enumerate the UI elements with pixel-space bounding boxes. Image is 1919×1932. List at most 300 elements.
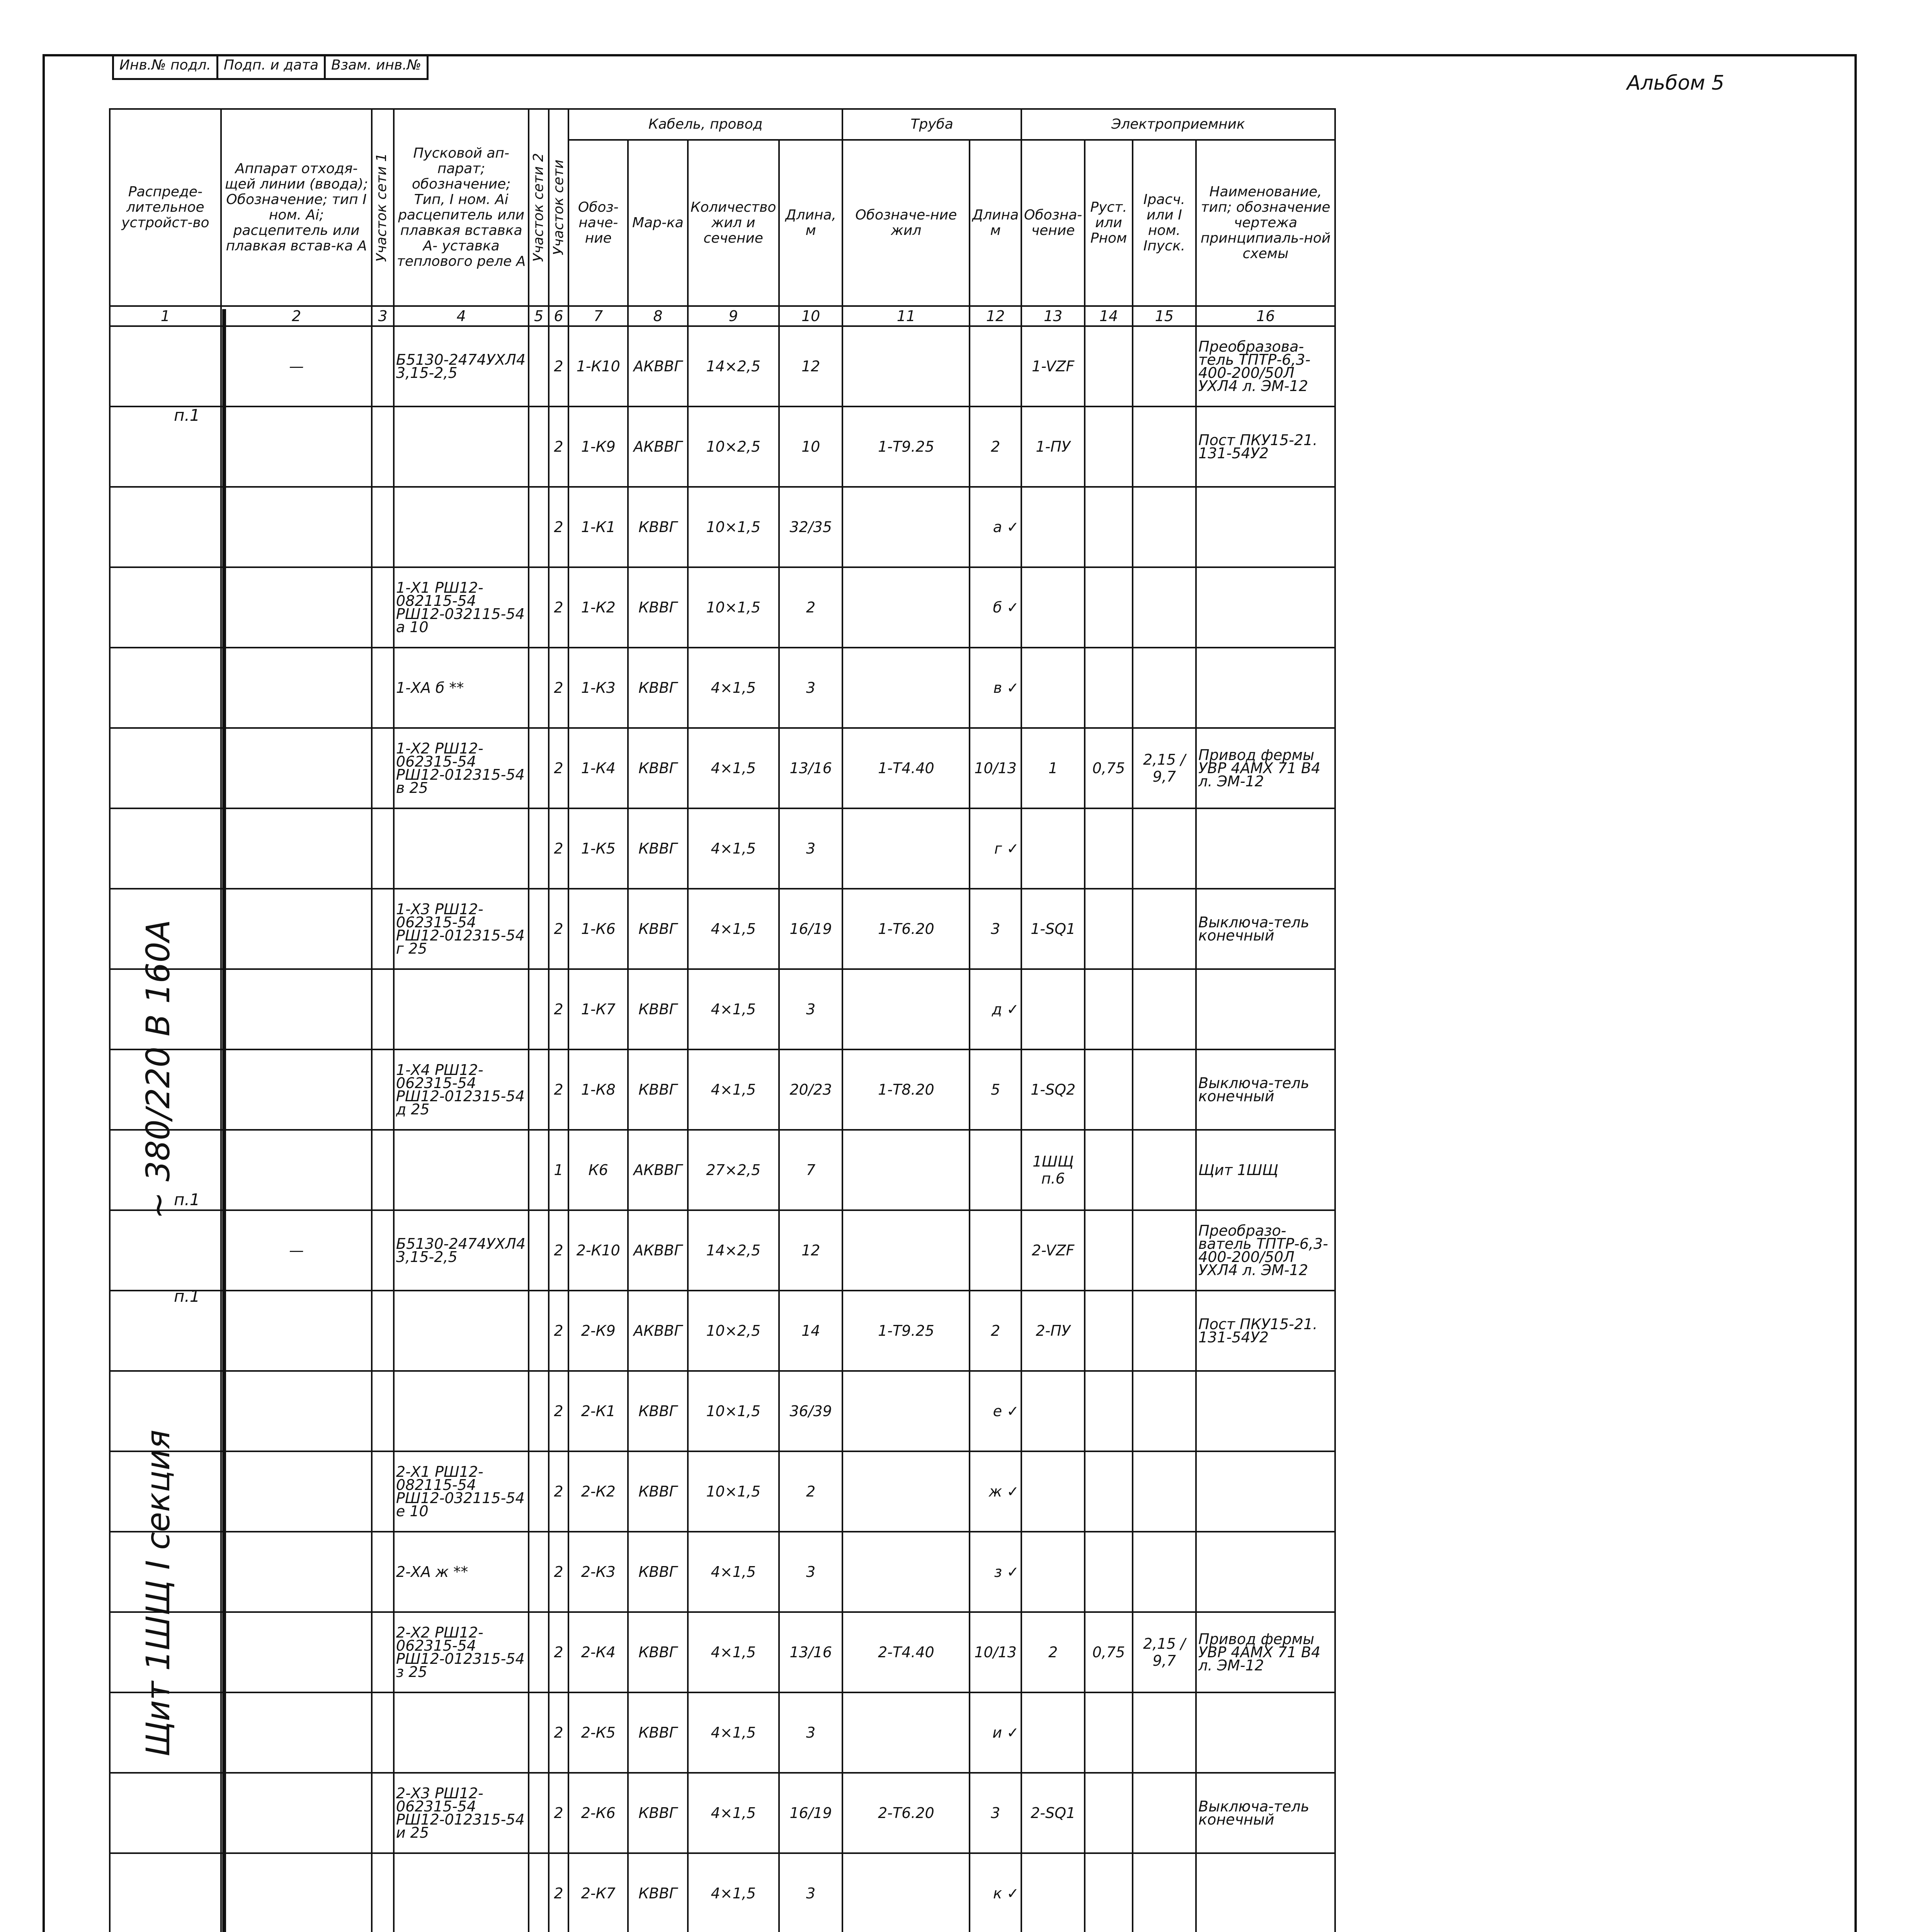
cell-outgoing (221, 1371, 372, 1451)
cell-plen: и ✓ (970, 1692, 1021, 1773)
cell-rdes: 1-SQ1 (1021, 889, 1085, 969)
cell-sect: 2 (549, 326, 568, 406)
cell-distributor (110, 1210, 221, 1291)
col-number: 13 (1021, 306, 1085, 326)
table-row (110, 1049, 1335, 1130)
cell-rdes: 2-VZF (1021, 1210, 1085, 1291)
cell-len: 3 (779, 1853, 842, 1932)
cell-starter: 2-Х1 РШ12-082115-54 РШ12-032115-54 е 10 (394, 1451, 529, 1532)
receiver-group-header: Электроприемник (1021, 109, 1335, 140)
cell-outgoing (221, 1130, 372, 1210)
cell-ri (1133, 969, 1196, 1049)
cell-starter (394, 808, 529, 889)
col-cable-designation: Обоз-наче-ние (568, 140, 628, 306)
col-pipe-designation: Обозначе-ние жил (842, 140, 970, 306)
cell-cable: 2-К10 (568, 1210, 628, 1291)
col-net-section-1: Участок сети 1 (374, 153, 390, 262)
col-net-section-2: Участок сети 2 (531, 153, 547, 262)
cell-rdes (1021, 1853, 1085, 1932)
cell-cores: 4×1,5 (688, 808, 779, 889)
cell-s2 (529, 1291, 548, 1371)
cell-cable: 1-К6 (568, 889, 628, 969)
cell-outgoing (221, 1853, 372, 1932)
cell-cable: 1-К10 (568, 326, 628, 406)
cell-len: 3 (779, 648, 842, 728)
cell-len: 14 (779, 1291, 842, 1371)
cell-starter: 1-ХА б ** (394, 648, 529, 728)
distribution-schedule-table (109, 108, 1336, 1932)
cell-plen (970, 326, 1021, 406)
col-distributor: Распреде-лительное устройст-во (110, 109, 221, 306)
cell-s1 (372, 1692, 394, 1773)
cell-rname: Пост ПКУ15-21. 131-54У2 (1196, 406, 1335, 487)
cell-outgoing (221, 406, 372, 487)
cell-plen: 5 (970, 1049, 1021, 1130)
cell-rname: Выключа-тель конечный (1196, 889, 1335, 969)
cell-cores: 27×2,5 (688, 1130, 779, 1210)
cell-rp (1085, 969, 1132, 1049)
cell-pipe: 1-Т4.40 (842, 728, 970, 808)
cell-cable: 2-К4 (568, 1612, 628, 1692)
cell-s1 (372, 1532, 394, 1612)
cell-rp (1085, 1130, 1132, 1210)
cell-rp (1085, 808, 1132, 889)
cell-brand: КВВГ (628, 969, 687, 1049)
cell-pipe: 1-Т9.25 (842, 406, 970, 487)
cell-cores: 4×1,5 (688, 1853, 779, 1932)
voltage-label: ~ 380/220 В 160А (139, 920, 177, 1219)
cell-pipe: 2-Т6.20 (842, 1773, 970, 1853)
cell-starter (394, 1853, 529, 1932)
cell-s1 (372, 728, 394, 808)
cell-brand: АКВВГ (628, 1291, 687, 1371)
table-row (110, 648, 1335, 728)
cell-s1 (372, 326, 394, 406)
cell-len: 2 (779, 567, 842, 648)
col-number: 6 (549, 306, 568, 326)
cell-rdes: 1ШЩ п.6 (1021, 1130, 1085, 1210)
cell-sect: 2 (549, 1049, 568, 1130)
cell-s1 (372, 1773, 394, 1853)
cell-len: 13/16 (779, 728, 842, 808)
table-row (110, 889, 1335, 969)
cell-cable: 1-К7 (568, 969, 628, 1049)
cell-pipe (842, 1210, 970, 1291)
col-number: 4 (394, 306, 529, 326)
cell-pipe (842, 969, 970, 1049)
cell-s1 (372, 969, 394, 1049)
cell-starter: 1-Х3 РШ12-062315-54 РШ12-012315-54 г 25 (394, 889, 529, 969)
cell-cable: 2-К2 (568, 1451, 628, 1532)
cell-s2 (529, 487, 548, 567)
cell-cores: 10×1,5 (688, 1371, 779, 1451)
cell-plen (970, 1130, 1021, 1210)
cell-rdes (1021, 1532, 1085, 1612)
cell-rdes: 2-ПУ (1021, 1291, 1085, 1371)
cell-starter: 1-Х4 РШ12-062315-54 РШ12-012315-54 д 25 (394, 1049, 529, 1130)
cell-s2 (529, 728, 548, 808)
cell-rname: Выключа-тель конечный (1196, 1773, 1335, 1853)
cell-rname: Привод фермы УВР 4АМХ 71 В4 л. ЭМ-12 (1196, 1612, 1335, 1692)
cell-rname (1196, 1853, 1335, 1932)
cell-brand: КВВГ (628, 1532, 687, 1612)
replace-inv-cell: Взам. инв.№ (324, 54, 427, 78)
cell-cores: 4×1,5 (688, 1692, 779, 1773)
cell-s1 (372, 1210, 394, 1291)
cell-rp (1085, 567, 1132, 648)
cell-distributor (110, 1853, 221, 1932)
cell-plen: к ✓ (970, 1853, 1021, 1932)
cell-len: 3 (779, 808, 842, 889)
cell-cores: 10×1,5 (688, 567, 779, 648)
col-receiver-designation: Обозна-чение (1021, 140, 1085, 306)
col-number: 8 (628, 306, 687, 326)
cell-rdes: 2 (1021, 1612, 1085, 1692)
cell-s2 (529, 1612, 548, 1692)
cell-cable: 1-К4 (568, 728, 628, 808)
cell-rp (1085, 1532, 1132, 1612)
cell-s1 (372, 1049, 394, 1130)
cell-outgoing (221, 969, 372, 1049)
cell-brand: КВВГ (628, 1049, 687, 1130)
cell-plen: б ✓ (970, 567, 1021, 648)
cell-sect: 2 (549, 889, 568, 969)
cell-rname (1196, 567, 1335, 648)
inventory-box (112, 54, 429, 80)
cell-rname (1196, 648, 1335, 728)
table-row (110, 1612, 1335, 1692)
cell-rname: Привод фермы УВР 4АМХ 71 В4 л. ЭМ-12 (1196, 728, 1335, 808)
cell-plen: з ✓ (970, 1532, 1021, 1612)
cell-ri (1133, 1532, 1196, 1612)
cell-s2 (529, 567, 548, 648)
cell-ri: 2,15 / 9,7 (1133, 1612, 1196, 1692)
cell-starter: 2-ХА ж ** (394, 1532, 529, 1612)
cell-len: 32/35 (779, 487, 842, 567)
cell-cable: 2-К7 (568, 1853, 628, 1932)
cell-outgoing (221, 1532, 372, 1612)
table-row (110, 1532, 1335, 1612)
cell-distributor (110, 406, 221, 487)
cell-starter (394, 1692, 529, 1773)
cell-s2 (529, 406, 548, 487)
cell-s1 (372, 889, 394, 969)
cell-outgoing: — (221, 1210, 372, 1291)
cell-outgoing (221, 567, 372, 648)
cell-pipe: 1-Т6.20 (842, 889, 970, 969)
cell-pipe (842, 326, 970, 406)
cell-cable: 1-К2 (568, 567, 628, 648)
cell-s2 (529, 1532, 548, 1612)
col-number: 5 (529, 306, 548, 326)
cell-s2 (529, 1692, 548, 1773)
cell-ri (1133, 1291, 1196, 1371)
cell-plen: 10/13 (970, 1612, 1021, 1692)
cell-plen: 10/13 (970, 728, 1021, 808)
table-row (110, 406, 1335, 487)
col-number: 9 (688, 306, 779, 326)
node-label: п.1 (174, 1287, 200, 1306)
cell-sect: 2 (549, 1291, 568, 1371)
node-label: п.1 (174, 1190, 200, 1209)
cell-outgoing (221, 487, 372, 567)
cell-brand: КВВГ (628, 1612, 687, 1692)
cell-brand: КВВГ (628, 1371, 687, 1451)
cell-starter (394, 1371, 529, 1451)
cell-outgoing (221, 728, 372, 808)
table-row (110, 1773, 1335, 1853)
cell-distributor (110, 728, 221, 808)
cell-s1 (372, 648, 394, 728)
cell-ri (1133, 1049, 1196, 1130)
cell-starter (394, 969, 529, 1049)
table-row (110, 1291, 1335, 1371)
cell-distributor (110, 487, 221, 567)
cell-outgoing (221, 808, 372, 889)
cell-rdes (1021, 1692, 1085, 1773)
cell-outgoing (221, 1692, 372, 1773)
cell-s2 (529, 1049, 548, 1130)
cell-cores: 4×1,5 (688, 1049, 779, 1130)
cell-outgoing (221, 1049, 372, 1130)
cell-sect: 1 (549, 1130, 568, 1210)
album-label: Альбом 5 (1627, 71, 1725, 95)
cell-rp (1085, 487, 1132, 567)
cell-pipe (842, 487, 970, 567)
cell-len: 12 (779, 326, 842, 406)
cell-plen: г ✓ (970, 808, 1021, 889)
cell-len: 3 (779, 969, 842, 1049)
cell-rp (1085, 889, 1132, 969)
cell-cores: 4×1,5 (688, 1532, 779, 1612)
cell-plen: ж ✓ (970, 1451, 1021, 1532)
col-number: 10 (779, 306, 842, 326)
cell-sect: 2 (549, 1371, 568, 1451)
cell-distributor (110, 567, 221, 648)
cell-len: 3 (779, 1532, 842, 1612)
cell-rname (1196, 487, 1335, 567)
cell-pipe (842, 1451, 970, 1532)
cell-rdes: 1 (1021, 728, 1085, 808)
cell-starter: 2-Х3 РШ12-062315-54 РШ12-012315-54 и 25 (394, 1773, 529, 1853)
cell-rname (1196, 1692, 1335, 1773)
cell-plen: 2 (970, 406, 1021, 487)
cell-cable: К6 (568, 1130, 628, 1210)
col-number: 3 (372, 306, 394, 326)
cell-sect: 2 (549, 1612, 568, 1692)
cell-rp (1085, 1773, 1132, 1853)
cell-s2 (529, 889, 548, 969)
cell-brand: КВВГ (628, 1692, 687, 1773)
cell-ri (1133, 1210, 1196, 1291)
cell-ri (1133, 1692, 1196, 1773)
cell-cores: 10×1,5 (688, 1451, 779, 1532)
table-row (110, 567, 1335, 648)
cell-rdes (1021, 567, 1085, 648)
cell-plen: 2 (970, 1291, 1021, 1371)
cell-distributor (110, 808, 221, 889)
cell-s1 (372, 1130, 394, 1210)
cell-ri (1133, 487, 1196, 567)
cell-ri (1133, 567, 1196, 648)
cell-cores: 4×1,5 (688, 969, 779, 1049)
cell-s1 (372, 1612, 394, 1692)
cell-s2 (529, 1210, 548, 1291)
schedule-rows (110, 326, 1335, 1932)
cell-cable: 2-К5 (568, 1692, 628, 1773)
cell-len: 2 (779, 1451, 842, 1532)
col-number: 1 (110, 306, 221, 326)
cell-len: 10 (779, 406, 842, 487)
inv-number-cell: Инв.№ подл. (112, 54, 216, 78)
cell-len: 36/39 (779, 1371, 842, 1451)
cell-pipe (842, 1853, 970, 1932)
cell-rdes: 2-SQ1 (1021, 1773, 1085, 1853)
cell-len: 16/19 (779, 1773, 842, 1853)
column-number-row (110, 306, 1335, 326)
cell-outgoing (221, 1291, 372, 1371)
cell-plen: 3 (970, 889, 1021, 969)
cell-rname (1196, 1451, 1335, 1532)
cell-cores: 4×1,5 (688, 889, 779, 969)
col-number: 12 (970, 306, 1021, 326)
cell-rp (1085, 1049, 1132, 1130)
cell-starter: 1-Х2 РШ12-062315-54 РШ12-012315-54 в 25 (394, 728, 529, 808)
col-receiver-name: Наименование, тип; обозначение чертежа принципиаль-ной схемы (1196, 140, 1335, 306)
cell-s2 (529, 326, 548, 406)
col-receiver-current: Iрасч. или I ном. Iпуск. (1133, 140, 1196, 306)
cell-brand: АКВВГ (628, 1210, 687, 1291)
cell-distributor (110, 1773, 221, 1853)
table-row (110, 1210, 1335, 1291)
cell-s1 (372, 1853, 394, 1932)
table-row (110, 728, 1335, 808)
cell-starter: Б5130-2474УХЛ4 3,15-2,5 (394, 326, 529, 406)
cell-rdes: 1-VZF (1021, 326, 1085, 406)
cell-brand: АКВВГ (628, 406, 687, 487)
col-starter: Пусковой ап-парат; обозначение; Тип, I ном. Аi расцепитель или плавкая вставка А- уставка теплового реле А (394, 109, 529, 306)
cell-plen: в ✓ (970, 648, 1021, 728)
cell-ri (1133, 326, 1196, 406)
col-outgoing: Аппарат отходя-щей линии (ввода); Обозначение; тип I ном. Аi; расцепитель или плавкая встав-ка А (221, 109, 372, 306)
cell-cable: 2-К1 (568, 1371, 628, 1451)
cell-rp: 0,75 (1085, 728, 1132, 808)
cell-s1 (372, 1451, 394, 1532)
cell-rp (1085, 1451, 1132, 1532)
cell-rdes (1021, 648, 1085, 728)
cell-brand: КВВГ (628, 889, 687, 969)
cell-cores: 14×2,5 (688, 326, 779, 406)
cell-rname: Пост ПКУ15-21. 131-54У2 (1196, 1291, 1335, 1371)
cell-starter (394, 406, 529, 487)
col-number: 16 (1196, 306, 1335, 326)
cell-ri (1133, 1451, 1196, 1532)
cell-rp (1085, 326, 1132, 406)
cell-outgoing (221, 889, 372, 969)
cell-brand: КВВГ (628, 487, 687, 567)
panel-section-label: Щит 1ШЩ I секция (139, 1430, 177, 1757)
cell-cores: 10×1,5 (688, 487, 779, 567)
table-row (110, 969, 1335, 1049)
cell-rname (1196, 969, 1335, 1049)
table-row (110, 326, 1335, 406)
cell-ri (1133, 1130, 1196, 1210)
cell-rp (1085, 1371, 1132, 1451)
cell-len: 13/16 (779, 1612, 842, 1692)
cell-ri (1133, 1371, 1196, 1451)
cell-rp (1085, 1291, 1132, 1371)
cell-s2 (529, 808, 548, 889)
cell-cable: 1-К3 (568, 648, 628, 728)
cell-rdes (1021, 1371, 1085, 1451)
cell-brand: КВВГ (628, 1451, 687, 1532)
cell-sect: 2 (549, 969, 568, 1049)
cell-s1 (372, 406, 394, 487)
cell-cable: 2-К6 (568, 1773, 628, 1853)
cell-pipe (842, 808, 970, 889)
cell-rdes (1021, 969, 1085, 1049)
cell-s1 (372, 1371, 394, 1451)
cell-pipe (842, 567, 970, 648)
cell-brand: КВВГ (628, 808, 687, 889)
cell-ri (1133, 1773, 1196, 1853)
cell-outgoing: — (221, 326, 372, 406)
cell-rname (1196, 1532, 1335, 1612)
cell-s2 (529, 1451, 548, 1532)
cell-rp (1085, 1210, 1132, 1291)
table-row (110, 1371, 1335, 1451)
table-row (110, 1130, 1335, 1210)
cell-outgoing (221, 648, 372, 728)
cell-pipe: 2-Т4.40 (842, 1612, 970, 1692)
cell-s1 (372, 567, 394, 648)
cell-rname: Преобразова-тель ТПТР-6,3-400-200/50Л УХЛ4 л. ЭМ-12 (1196, 326, 1335, 406)
cell-ri (1133, 1853, 1196, 1932)
cell-plen: д ✓ (970, 969, 1021, 1049)
cell-ri (1133, 889, 1196, 969)
cell-s2 (529, 1130, 548, 1210)
cell-rname (1196, 808, 1335, 889)
cell-len: 16/19 (779, 889, 842, 969)
table-row (110, 487, 1335, 567)
cell-cores: 10×2,5 (688, 1291, 779, 1371)
cell-s2 (529, 1371, 548, 1451)
cell-brand: КВВГ (628, 1773, 687, 1853)
cell-pipe (842, 1692, 970, 1773)
cell-starter (394, 1291, 529, 1371)
cell-rdes: 1-ПУ (1021, 406, 1085, 487)
col-pipe-length: Длина м (970, 140, 1021, 306)
col-cable-brand: Мар-ка (628, 140, 687, 306)
cell-rdes: 1-SQ2 (1021, 1049, 1085, 1130)
cell-starter: 2-Х2 РШ12-062315-54 РШ12-012315-54 з 25 (394, 1612, 529, 1692)
cell-s2 (529, 1853, 548, 1932)
cell-s1 (372, 808, 394, 889)
cell-pipe: 1-Т8.20 (842, 1049, 970, 1130)
cell-ri: 2,15 / 9,7 (1133, 728, 1196, 808)
cell-sect: 2 (549, 808, 568, 889)
cell-cores: 4×1,5 (688, 1612, 779, 1692)
cell-sect: 2 (549, 1210, 568, 1291)
cell-len: 20/23 (779, 1049, 842, 1130)
cell-cores: 10×2,5 (688, 406, 779, 487)
cell-distributor (110, 1291, 221, 1371)
col-number: 14 (1085, 306, 1132, 326)
cable-group-header: Кабель, провод (568, 109, 842, 140)
cell-s2 (529, 969, 548, 1049)
cell-len: 12 (779, 1210, 842, 1291)
cell-plen (970, 1210, 1021, 1291)
